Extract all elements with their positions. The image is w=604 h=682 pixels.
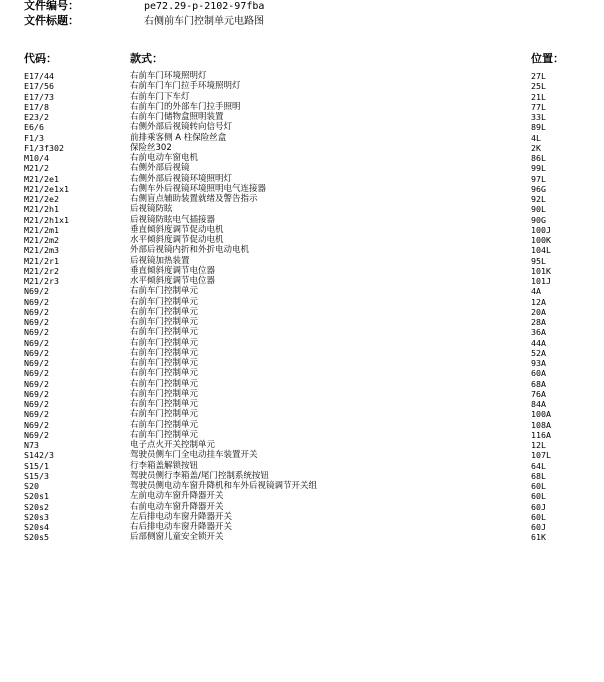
component-position: 2K <box>531 142 541 153</box>
table-row <box>0 133 604 143</box>
table-row <box>0 184 604 194</box>
component-description: 电子点火开关控制单元 <box>130 440 216 450</box>
component-code: N69/2 <box>24 347 49 358</box>
component-description: 右前车门控制单元 <box>130 368 199 379</box>
component-position: 100A <box>531 409 551 420</box>
component-code: N73 <box>24 440 39 450</box>
table-row <box>0 502 604 512</box>
component-code: N69/2 <box>24 286 49 297</box>
component-code: S20s1 <box>24 491 49 502</box>
component-code: M21/2m3 <box>24 245 59 256</box>
component-description: 右前车门储物盒照明装置 <box>130 112 224 122</box>
component-code: N69/2 <box>24 358 49 368</box>
table-row <box>0 379 604 389</box>
component-description: 右后排电动车窗升降器开关 <box>130 522 233 532</box>
doc-number-line <box>24 0 264 13</box>
component-code: E6/6 <box>24 122 44 133</box>
component-position: 4A <box>531 286 541 297</box>
component-position: 116A <box>531 429 551 440</box>
table-row <box>0 307 604 317</box>
table-row <box>0 174 604 184</box>
table-row <box>0 399 604 409</box>
table-row <box>0 256 604 266</box>
component-code: N69/2 <box>24 409 49 420</box>
table-row <box>0 194 604 204</box>
component-description: 右前车门的外部车门拉手照明 <box>130 101 241 112</box>
component-description: 右前车门控制单元 <box>130 388 199 399</box>
component-position: 60J <box>531 522 546 532</box>
component-position: 96G <box>531 183 546 194</box>
component-code: N69/2 <box>24 419 49 430</box>
component-code: F1/3f302 <box>24 142 64 153</box>
component-code: F1/3 <box>24 132 44 143</box>
table-row <box>0 71 604 81</box>
component-position: 21L <box>531 91 546 102</box>
component-code: S142/3 <box>24 450 54 461</box>
table-row <box>0 327 604 337</box>
component-code: N69/2 <box>24 429 49 440</box>
component-code: N69/2 <box>24 388 49 399</box>
component-position: 92L <box>531 194 546 204</box>
table-row <box>0 225 604 235</box>
component-description: 右前车门控制单元 <box>130 378 199 389</box>
component-code: N69/2 <box>24 327 49 338</box>
component-description: 驾驶员侧行李箱盖/尾门控制系统按钮 <box>130 470 269 481</box>
column-header-position: 位置： <box>531 52 564 65</box>
component-code: E17/44 <box>24 71 54 81</box>
table-row <box>0 368 604 378</box>
component-position: 60A <box>531 368 546 379</box>
table-row <box>0 522 604 532</box>
table-row <box>0 461 604 471</box>
component-code: E17/73 <box>24 91 54 102</box>
component-position: 84A <box>531 399 546 409</box>
component-position: 4L <box>531 132 541 143</box>
component-description: 右前车门控制单元 <box>130 317 199 327</box>
component-code: E17/56 <box>24 81 54 92</box>
component-description: 左前电动车窗升降器开关 <box>130 491 224 502</box>
component-position: 100J <box>531 224 551 235</box>
component-position: 20A <box>531 306 546 317</box>
table-row <box>0 532 604 542</box>
component-description: 右前车门控制单元 <box>130 306 199 317</box>
doc-number-label: 文件编号： <box>24 0 79 12</box>
column-header-code: 代码： <box>24 52 57 65</box>
component-description: 右前车门下车灯 <box>130 91 190 102</box>
table-row <box>0 491 604 501</box>
component-code: S20s5 <box>24 532 49 543</box>
table-row <box>0 471 604 481</box>
component-position: 101J <box>531 276 551 286</box>
component-position: 68L <box>531 470 546 481</box>
doc-number-value: pe72.29-p-2102-97fba <box>144 1 265 12</box>
component-code: N69/2 <box>24 317 49 327</box>
component-description: 保险丝302 <box>130 142 172 153</box>
component-code: N69/2 <box>24 399 49 409</box>
table-row <box>0 92 604 102</box>
table-row <box>0 81 604 91</box>
component-description: 右前车门控制单元 <box>130 409 199 420</box>
component-code: M21/2r2 <box>24 265 59 276</box>
component-description: 驾驶员侧电动车窗升降机和车外后视镜调节开关组 <box>130 481 318 491</box>
component-code: S20s2 <box>24 501 49 512</box>
table-row <box>0 317 604 327</box>
component-description: 右前车门控制单元 <box>130 286 199 297</box>
component-code: E17/8 <box>24 101 49 112</box>
component-position: 60L <box>531 491 546 502</box>
component-description: 右前车门环境照明灯 <box>130 71 207 81</box>
table-row <box>0 102 604 112</box>
component-code: M21/2 <box>24 163 49 174</box>
component-description: 右前车门车门拉手环境照明灯 <box>130 81 241 92</box>
component-code: S15/3 <box>24 470 49 481</box>
component-position: 12L <box>531 440 546 450</box>
component-position: 60L <box>531 481 546 491</box>
doc-title-label: 文件标题： <box>24 14 79 27</box>
component-position: 95L <box>531 255 546 266</box>
component-description: 右前电动车窗电机 <box>130 153 199 163</box>
component-description: 右侧车外后视镜环境照明电气连接器 <box>130 183 267 194</box>
component-position: 100K <box>531 235 551 245</box>
component-description: 左后排电动车窗升降器开关 <box>130 511 233 522</box>
component-description: 右侧外部后视镜 <box>130 163 190 174</box>
component-position: 27L <box>531 71 546 81</box>
component-code: N69/2 <box>24 306 49 317</box>
component-code: M21/2e2 <box>24 194 59 204</box>
component-description: 后视镜防眩 <box>130 204 173 215</box>
component-description: 右侧外部后视镜环境照明灯 <box>130 173 233 184</box>
component-description: 右前车门控制单元 <box>130 419 199 430</box>
component-description: 右侧外部后视镜转向信号灯 <box>130 122 233 133</box>
table-row <box>0 266 604 276</box>
component-position: 104L <box>531 245 551 256</box>
component-description: 右前车门控制单元 <box>130 358 199 368</box>
table-row <box>0 348 604 358</box>
component-position: 107L <box>531 450 551 461</box>
component-position: 25L <box>531 81 546 92</box>
component-code: M21/2h1 <box>24 204 59 215</box>
component-list <box>0 71 604 543</box>
component-description: 右前车门控制单元 <box>130 399 199 409</box>
table-row <box>0 440 604 450</box>
component-description: 右前电动车窗升降器开关 <box>130 501 224 512</box>
table-row <box>0 235 604 245</box>
component-description: 右前车门控制单元 <box>130 327 199 338</box>
component-position: 99L <box>531 163 546 174</box>
component-position: 28A <box>531 317 546 327</box>
component-code: M21/2e1x1 <box>24 183 69 194</box>
table-row <box>0 420 604 430</box>
component-position: 33L <box>531 112 546 122</box>
component-position: 101K <box>531 265 551 276</box>
table-row <box>0 245 604 255</box>
table-row <box>0 481 604 491</box>
component-position: 64L <box>531 460 546 471</box>
table-row <box>0 297 604 307</box>
table-row <box>0 512 604 522</box>
component-position: 61K <box>531 532 546 543</box>
component-code: N69/2 <box>24 378 49 389</box>
component-code: N69/2 <box>24 368 49 379</box>
table-row <box>0 122 604 132</box>
table-row <box>0 286 604 296</box>
component-position: 86L <box>531 153 546 163</box>
component-position: 36A <box>531 327 546 338</box>
component-code: N69/2 <box>24 296 49 307</box>
component-code: S20 <box>24 481 39 491</box>
component-code: S20s4 <box>24 522 49 532</box>
component-description: 水平倾斜度调节促动电机 <box>130 235 224 245</box>
table-row <box>0 409 604 419</box>
component-code: M10/4 <box>24 153 49 163</box>
doc-title-line <box>24 15 264 28</box>
component-description: 右前车门控制单元 <box>130 337 199 348</box>
component-code: S15/1 <box>24 460 49 471</box>
component-description: 后部侧窗儿童安全锁开关 <box>130 532 224 543</box>
component-code: M21/2r3 <box>24 276 59 286</box>
component-position: 68A <box>531 378 546 389</box>
table-row <box>0 215 604 225</box>
component-position: 89L <box>531 122 546 133</box>
table-row <box>0 389 604 399</box>
component-position: 90G <box>531 214 546 225</box>
component-description: 行李箱盖解锁按钮 <box>130 460 199 471</box>
component-position: 60L <box>531 511 546 522</box>
component-code: M21/2m1 <box>24 224 59 235</box>
component-position: 76A <box>531 388 546 399</box>
component-description: 后视镜防眩电气插接器 <box>130 214 216 225</box>
table-row <box>0 276 604 286</box>
component-code: E23/2 <box>24 112 49 122</box>
component-position: 60J <box>531 501 546 512</box>
component-position: 52A <box>531 347 546 358</box>
component-description: 右前车门控制单元 <box>130 347 199 358</box>
component-description: 水平倾斜度调节电位器 <box>130 276 216 286</box>
component-code: M21/2e1 <box>24 173 59 184</box>
component-code: M21/2r1 <box>24 255 59 266</box>
component-code: N69/2 <box>24 337 49 348</box>
component-description: 驾驶员侧车门全电动挂车装置开关 <box>130 450 258 461</box>
component-position: 93A <box>531 358 546 368</box>
component-position: 90L <box>531 204 546 215</box>
table-row <box>0 153 604 163</box>
component-code: S20s3 <box>24 511 49 522</box>
component-description: 右前车门控制单元 <box>130 296 199 307</box>
component-position: 12A <box>531 296 546 307</box>
component-description: 右前车门控制单元 <box>130 429 199 440</box>
component-position: 44A <box>531 337 546 348</box>
table-row <box>0 204 604 214</box>
component-description: 后视镜加热装置 <box>130 255 190 266</box>
doc-title-value: 右侧前车门控制单元电路图 <box>144 16 264 27</box>
table-row <box>0 450 604 460</box>
component-code: M21/2h1x1 <box>24 214 69 225</box>
table-row <box>0 143 604 153</box>
component-position: 108A <box>531 419 551 430</box>
component-position: 77L <box>531 101 546 112</box>
table-row <box>0 430 604 440</box>
table-row <box>0 358 604 368</box>
table-row <box>0 163 604 173</box>
component-code: M21/2m2 <box>24 235 59 245</box>
component-position: 97L <box>531 173 546 184</box>
component-description: 垂直倾斜度调节促动电机 <box>130 224 224 235</box>
table-row <box>0 112 604 122</box>
component-description: 右侧盲点辅助装置就绪及警告指示 <box>130 194 258 204</box>
component-description: 外部后视镜内折和外折电动电机 <box>130 245 250 256</box>
component-description: 垂直倾斜度调节电位器 <box>130 265 216 276</box>
component-description: 前排乘客侧 A 柱保险丝盒 <box>130 132 227 143</box>
column-header-type: 款式： <box>130 52 163 65</box>
table-row <box>0 338 604 348</box>
